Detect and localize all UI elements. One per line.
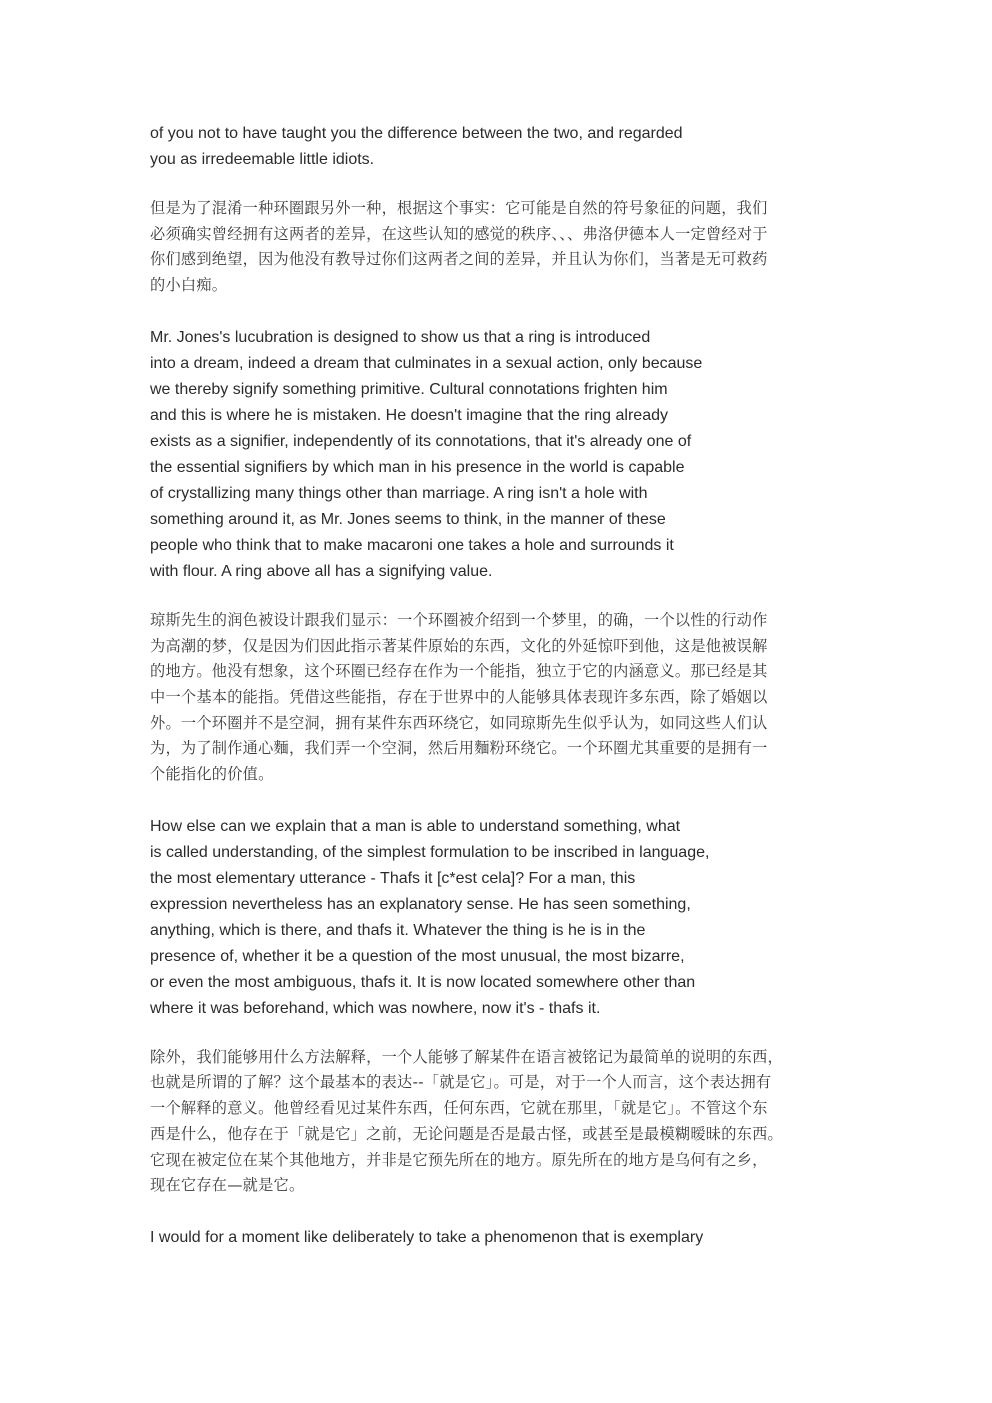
text-line: where it was beforehand, which was nowhere, now it's - thafs it. [150, 999, 601, 1017]
text-line: the essential signifiers by which man in his presence in the world is capable [150, 458, 685, 476]
text-line: 一个解释的意义。他曾经看见过某件东西，任何东西，它就在那里，「就是它」。不管这个东 [150, 1099, 768, 1118]
text-line: of you not to have taught you the difference between the two, and regarded [150, 125, 683, 142]
text-line: exists as a signifier, independently of its connotations, that it's already one of [150, 432, 692, 450]
paragraph-zh-1 [150, 196, 850, 299]
text-line: 外。一个环圈并不是空洞，拥有某件东西环绕它，如同琼斯先生似乎认为，如同这些人们认 [150, 713, 768, 732]
text-line: or even the most ambiguous, thafs it. It is now located somewhere other than [150, 973, 696, 991]
text-line: 也就是所谓的了解？这个最基本的表达--「就是它」。可是，对于一个人而言，这个表达拥有 [150, 1073, 772, 1092]
text-line: 琼斯先生的润色被设计跟我们显示：一个环圈被介绍到一个梦里，的确，一个以性的行动作 [150, 610, 768, 629]
text-line: into a dream, indeed a dream that culminates in a sexual action, only because [150, 354, 703, 372]
paragraph-en-4 [150, 1225, 850, 1251]
text-line: the most elementary utterance - Thafs it [c*est cela]? For a man, this [150, 869, 636, 887]
text-line: 的地方。他没有想象，这个环圈已经存在作为一个能指，独立于它的内涵意义。那已经是其 [150, 662, 768, 681]
text-line: 现在它存在—就是它。 [150, 1176, 305, 1195]
paragraph-en-2 [150, 325, 850, 585]
text-line: How else can we explain that a man is able to understand something, what [150, 817, 681, 835]
text-line: you as irredeemable little idiots. [150, 151, 375, 168]
text-line: 为，为了制作通心麵，我们弄一个空洞，然后用麵粉环绕它。一个环圈尤其重要的是拥有一 [150, 739, 768, 758]
text-line: something around it, as Mr. Jones seems to think, in the manner of these [150, 510, 666, 528]
text-line: 它现在被定位在某个其他地方，并非是它预先所在的地方。原先所在的地方是乌何有之乡， [150, 1150, 768, 1169]
text-line: 的小白痴。 [150, 276, 228, 295]
paragraph-en-3 [150, 814, 850, 1022]
text-line: is called understanding, of the simplest formulation to be inscribed in language, [150, 843, 710, 861]
text-line: 必须确实曾经拥有这两者的差异，在这些认知的感觉的秩序、、、弗洛伊德本人一定曾经对于 [150, 224, 768, 243]
text-line: presence of, whether it be a question of the most unusual, the most bizarre, [150, 947, 685, 965]
text-line: Mr. Jones's lucubration is designed to show us that a ring is introduced [150, 328, 651, 346]
text-line: I would for a moment like deliberately to take a phenomenon that is exemplary [150, 1228, 704, 1246]
text-line: 为高潮的梦，仅是因为们因此指示著某件原始的东西，文化的外延惊吓到他，这是他被误解 [150, 636, 768, 655]
text-line: we thereby signify something primitive. Cultural connotations frighten him [150, 380, 668, 398]
text-line: 中一个基本的能指。凭借这些能指，存在于世界中的人能够具体表现许多东西，除了婚姻以 [150, 687, 768, 706]
text-line: anything, which is there, and thafs it. Whatever the thing is he is in the [150, 921, 646, 939]
text-line: 你们感到绝望，因为他没有教导过你们这两者之间的差异，并且认为你们，当著是无可救药 [150, 250, 768, 269]
text-line: 除外，我们能够用什么方法解释，一个人能够了解某件在语言被铭记为最简单的说明的东西， [150, 1047, 783, 1066]
paragraph-en-1 [150, 121, 850, 173]
text-line: 西是什么，他存在于「就是它」之前，无论问题是否是最古怪，或甚至是最模糊暧昧的东西。 [150, 1124, 783, 1143]
text-line: 但是为了混淆一种环圈跟另外一种，根据这个事实：它可能是自然的符号象征的问题，我们 [150, 199, 768, 217]
paragraph-zh-2 [150, 608, 850, 788]
text-line: and this is where he is mistaken. He doesn't imagine that the ring already [150, 406, 668, 424]
text-line: 个能指化的价值。 [150, 765, 274, 784]
text-line: people who think that to make macaroni one takes a hole and surrounds it [150, 536, 674, 554]
text-line: with flour. A ring above all has a signifying value. [150, 562, 493, 580]
text-line: of crystallizing many things other than marriage. A ring isn't a hole with [150, 484, 648, 502]
text-line: expression nevertheless has an explanatory sense. He has seen something, [150, 895, 691, 913]
document-page [150, 121, 850, 1251]
paragraph-zh-3 [150, 1045, 850, 1199]
